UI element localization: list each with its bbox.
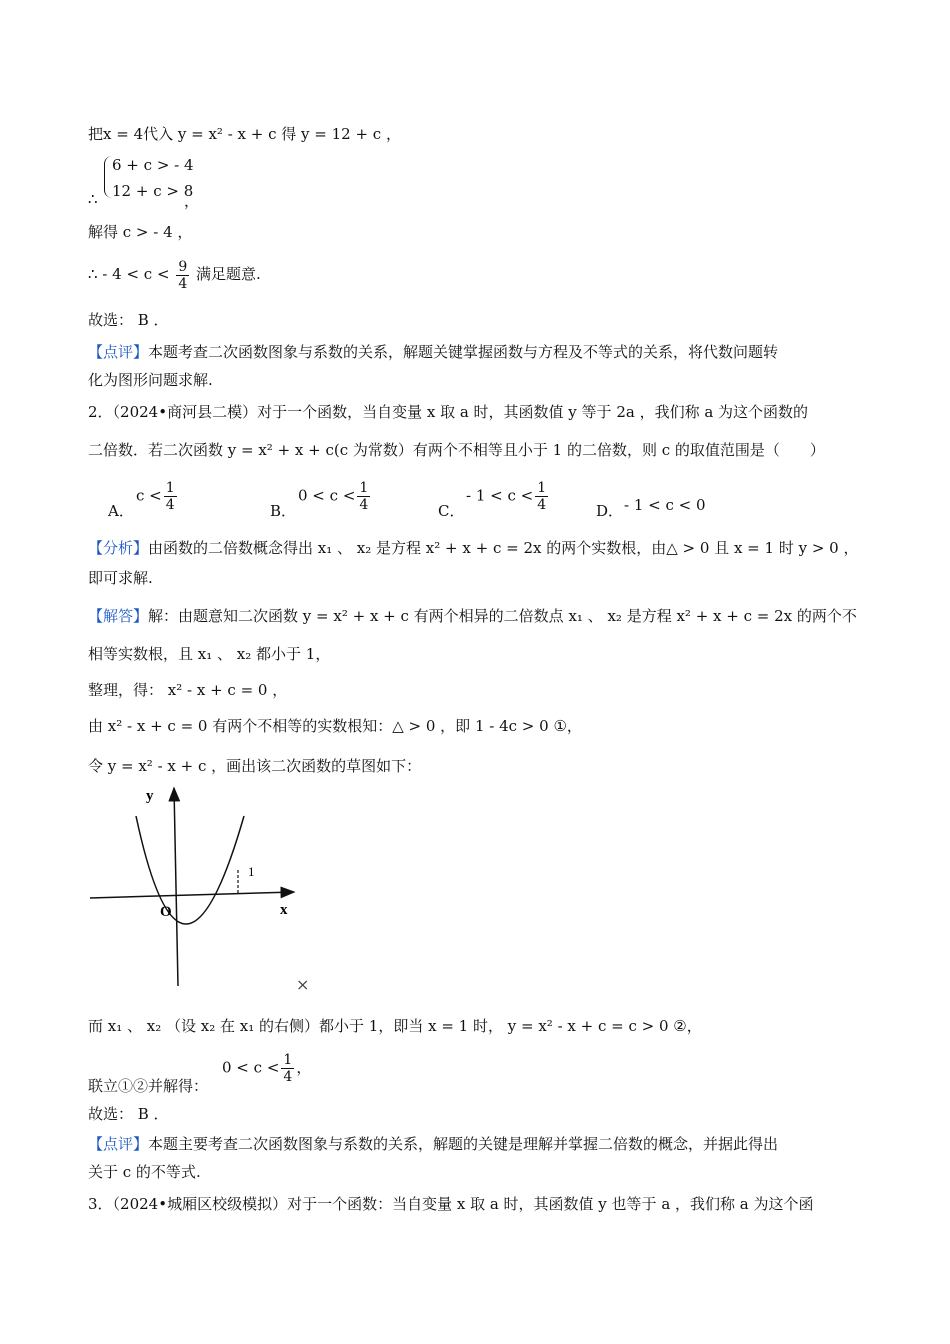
line-range: ∴ - 4 < c < $\frac{9}{4}$ 满足题意.	[88, 258, 261, 292]
analysis-tag: 【分析】	[88, 539, 149, 557]
parabola-figure	[86, 782, 326, 994]
solution-5: 令 y = x² - x + c ，画出该二次函数的草图如下：	[88, 757, 422, 775]
line-answer: 故选： B ．	[88, 311, 169, 329]
analysis-2: 即可求解.	[88, 569, 153, 587]
one-label: 1	[248, 864, 255, 879]
solution-8: 故选： B ．	[88, 1105, 169, 1123]
line-solve: 解得 c > - 4 ，	[88, 223, 193, 241]
y-label: y	[146, 788, 154, 804]
solution-2: 相等实数根，且 x₁ 、 x₂ 都小于 1，	[88, 645, 331, 663]
y-axis	[174, 788, 178, 986]
x-label: x	[280, 902, 288, 918]
system-top: 6 + c > - 4	[112, 156, 194, 174]
solution-tag: 【解答】	[88, 607, 149, 625]
review-tag: 【点评】	[88, 343, 149, 361]
system-comma: ，	[184, 192, 200, 210]
line-substitute: 把x = 4代入 y = x² - x + c 得 y = 12 + c ，	[88, 125, 401, 143]
solution-4: 由 x² - x + c = 0 有两个不相等的实数根知：△ > 0 ，即 1 - 4c > 0 ①，	[88, 717, 582, 735]
origin-label: O	[160, 904, 172, 920]
review-2-cont: 关于 c 的不等式.	[88, 1163, 201, 1181]
system-bottom: 12 + c > 8	[112, 182, 194, 200]
analysis-1: 【分析】由函数的二倍数概念得出 x₁ 、 x₂ 是方程 x² + x + c = 2x 的两个实数根，由△ > 0 且 x = 1 时 y > 0 ，	[88, 539, 859, 557]
close-icon[interactable]: ×	[296, 975, 310, 994]
question-2-line-1: 2．（2024•商河县二模）对于一个函数，当自变量 x 取 a 时，其函数值 y 等于 2a ，我们称 a 为这个函数的	[88, 403, 809, 421]
question-2-line-2: 二倍数．若二次函数 y = x² + x + c(c 为常数）有两个不相等且小于 1 的二倍数，则 c 的取值范围是（ ）	[88, 441, 825, 459]
review-2: 【点评】本题主要考查二次函数图象与系数的关系，解题的关键是理解并掌握二倍数的概念，并据此得出	[88, 1135, 779, 1153]
parabola-curve	[136, 816, 244, 924]
therefore-symbol: ∴	[88, 190, 98, 208]
solution-6: 而 x₁ 、 x₂ （设 x₂ 在 x₁ 的右侧）都小于 1，即当 x = 1 时， y = x² - x + c = c > 0 ②，	[88, 1017, 702, 1035]
review-tag-2: 【点评】	[88, 1135, 149, 1153]
review-1: 【点评】本题考查二次函数图象与系数的关系，解题关键掌握函数与方程及不等式的关系，将代数问题转	[88, 343, 779, 361]
inequality-system	[88, 156, 288, 210]
fraction: $\frac{9}{4}$	[178, 258, 188, 292]
solution-1: 【解答】解：由题意知二次函数 y = x² + x + c 有两个相异的二倍数点 x₁ 、 x₂ 是方程 x² + x + c = 2x 的两个不	[88, 607, 857, 625]
solution-3: 整理，得： x² - x + c = 0 ，	[88, 681, 288, 699]
question-3-line-1: 3．（2024•城厢区校级模拟）对于一个函数：当自变量 x 取 a 时，其函数值 y 也等于 a ，我们称 a 为这个函	[88, 1195, 814, 1213]
x-axis	[90, 892, 294, 898]
review-1-cont: 化为图形问题求解.	[88, 371, 213, 389]
